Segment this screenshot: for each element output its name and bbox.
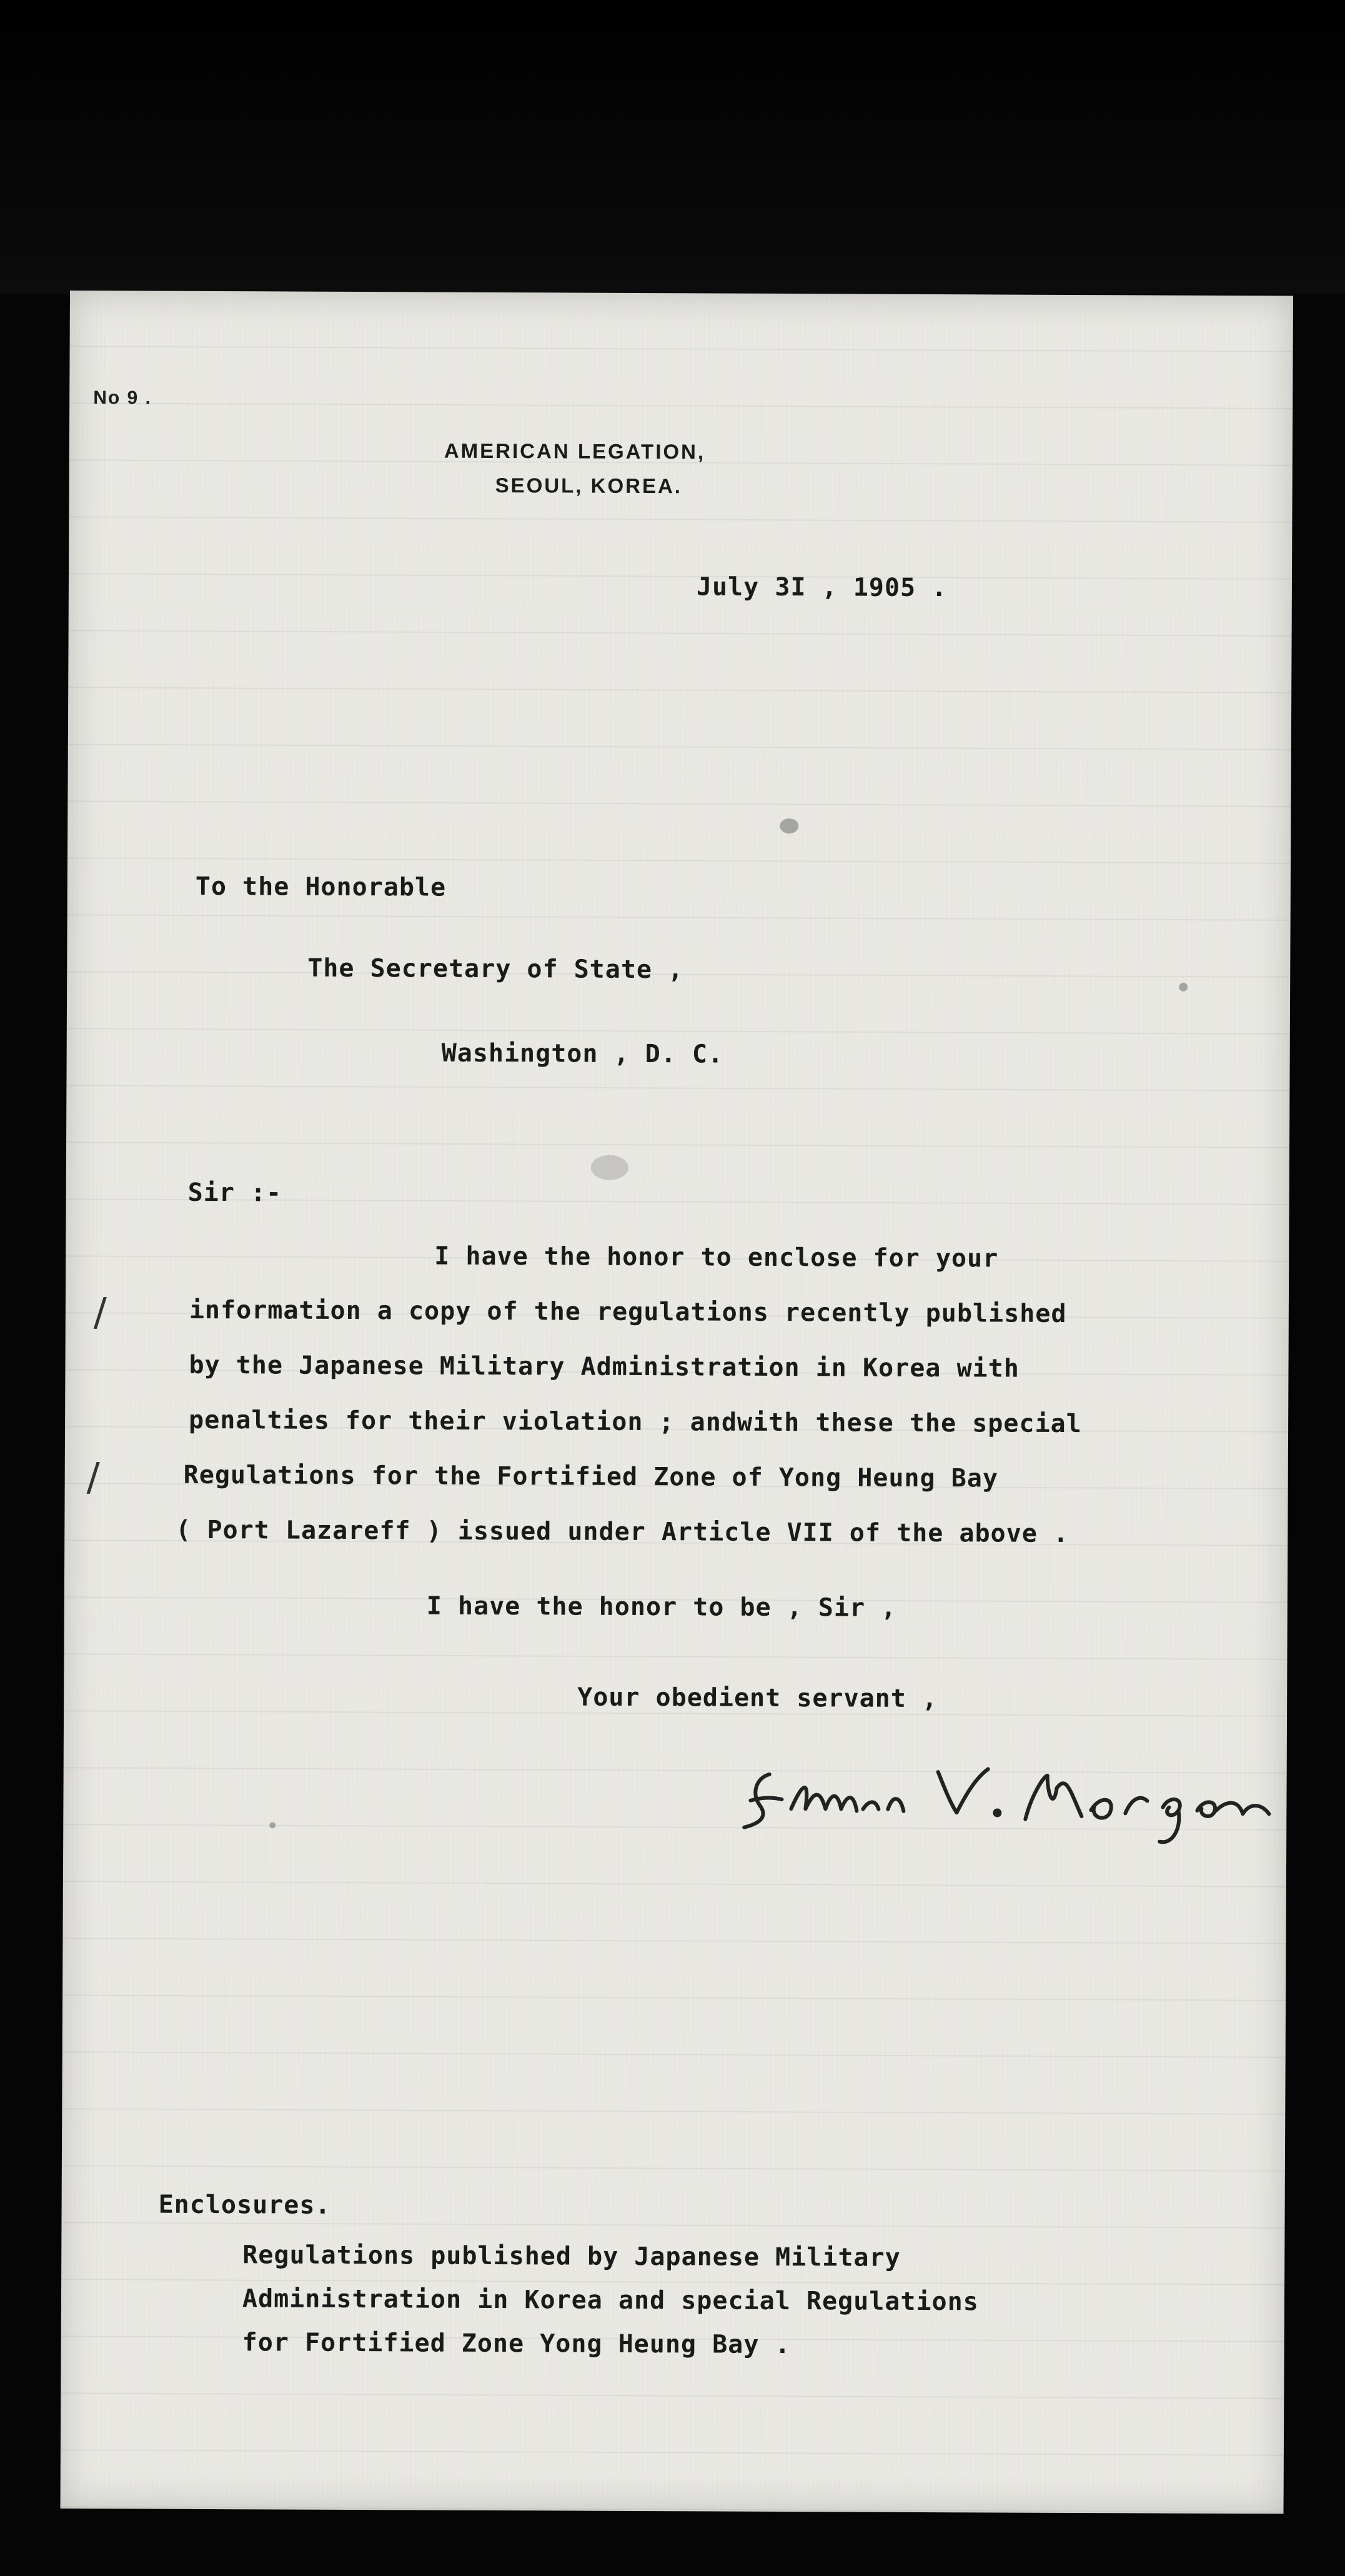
body-line: I have the honor to enclose for your [434, 1241, 999, 1273]
scan-speck [780, 818, 798, 833]
addressee-line-2: The Secretary of State , [307, 953, 684, 985]
body-line: by the Japanese Military Administration in Korea with [189, 1350, 1020, 1383]
document-number: No 9 . [93, 387, 152, 409]
addressee-line-1: To the Honorable [195, 872, 447, 902]
body-line: information a copy of the regulations recently published [189, 1295, 1067, 1328]
addressee-line-3: Washington , D. C. [441, 1038, 724, 1069]
film-border [0, 0, 1345, 294]
letterhead-line-1: AMERICAN LEGATION, [444, 439, 706, 464]
body-line: ( Port Lazareff ) issued under Article VII of the above . [176, 1515, 1070, 1548]
scan-speck [1179, 983, 1188, 992]
body-line: Regulations for the Fortified Zone of Yong Heung Bay [183, 1460, 999, 1493]
enclosure-line: Regulations published by Japanese Military [242, 2240, 901, 2272]
enclosure-line: for Fortified Zone Yong Heung Bay . [242, 2328, 791, 2360]
enclosure-line: Administration in Korea and special Regulations [242, 2284, 979, 2317]
letter-date: July 3I , 1905 . [696, 572, 948, 603]
scan-speck [591, 1155, 628, 1180]
margin-tick-mark: / [93, 1289, 107, 1335]
letterhead-line-2: SEOUL, KOREA. [495, 473, 683, 498]
closing-line-2: Your obedient servant , [577, 1683, 938, 1714]
closing-line-1: I have the honor to be , Sir , [426, 1591, 897, 1623]
letter-page [61, 291, 1293, 2514]
body-line: penalties for their violation ; andwith these the special [189, 1405, 1082, 1439]
scan-speck [269, 1822, 275, 1828]
enclosures-heading: Enclosures. [158, 2190, 331, 2220]
salutation: Sir :- [187, 1178, 282, 1208]
margin-tick-mark: / [86, 1454, 100, 1500]
handwritten-signature [732, 1749, 1282, 1858]
